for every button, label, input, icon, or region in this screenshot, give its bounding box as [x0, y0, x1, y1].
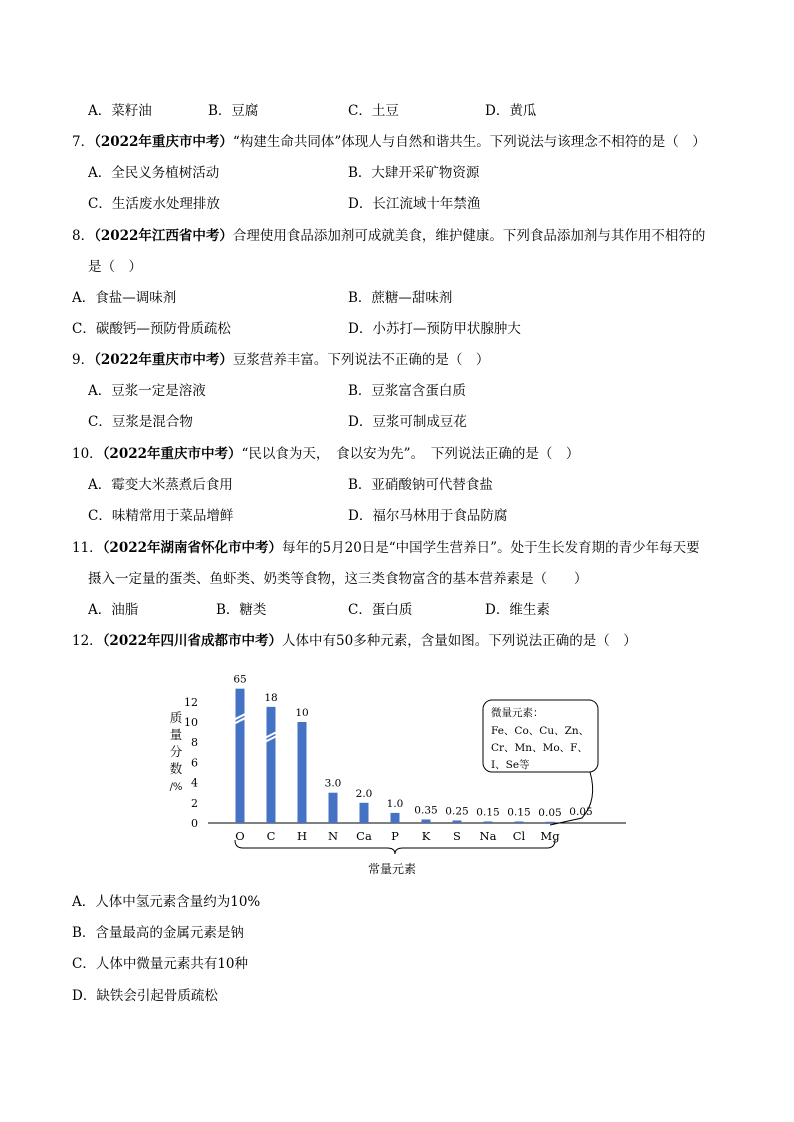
- x-tick-labels: [235, 829, 560, 843]
- q7-source: （2022年重庆市中考）: [94, 134, 233, 150]
- q11-option-c: C．蛋白质: [348, 602, 413, 618]
- bar-S: [453, 820, 462, 823]
- q12-option-b: B．含量最高的金属元素是钠: [72, 925, 244, 941]
- q11-stem-cont: 摄入一定量的蛋类、鱼虾类、奶类等食物，这三类食物富含的基本营养素是（ ）: [88, 571, 588, 587]
- q10-option-d: D．福尔马林用于食品防腐: [348, 508, 508, 524]
- q10-stem: [72, 445, 579, 463]
- value-label: 3.0: [324, 777, 342, 790]
- bar-Mg: [546, 822, 555, 823]
- value-label: 0.15: [476, 806, 500, 819]
- x-tick-Cl: Cl: [512, 829, 526, 843]
- x-tick-K: K: [421, 829, 431, 843]
- q11-option-d: D．维生素: [485, 602, 550, 618]
- y-ticks: [184, 696, 198, 830]
- y-axis-label: [170, 710, 183, 793]
- q8-options-row2: [72, 320, 652, 338]
- q8-option-c: C．碳酸钙—预防骨质疏松: [72, 321, 231, 337]
- y-label-char: /%: [169, 782, 183, 793]
- x-tick-O: O: [235, 829, 245, 843]
- y-tick-label: 4: [191, 776, 198, 790]
- y-tick-label: 10: [184, 716, 198, 729]
- y-tick-label: 8: [191, 736, 198, 750]
- bar-C: [267, 707, 276, 823]
- q7-option-a: A．全民义务植树活动: [88, 165, 220, 181]
- q11-text: 每年的5月20日是“中国学生营养日”。处于生长发育期的青少年每天要: [282, 540, 700, 556]
- q6-option-c: C．土豆: [348, 103, 399, 119]
- q9-options-row2: [88, 413, 648, 431]
- q8-option-d: D．小苏打—预防甲状腺肿大: [348, 321, 521, 337]
- bar-Cl: [515, 821, 524, 823]
- q10-option-a: A．霉变大米蒸煮后食用: [88, 477, 233, 493]
- callout-title: 微量元素：: [491, 707, 544, 719]
- y-label-char: 质: [169, 710, 183, 725]
- q10-options-row1: [88, 476, 648, 494]
- bar-N: [329, 793, 338, 823]
- x-tick-Ca: Ca: [356, 829, 372, 843]
- q7-option-b: B．大肆开采矿物资源: [348, 165, 480, 181]
- y-label-char: 数: [169, 761, 183, 776]
- value-label: 18: [264, 691, 278, 704]
- q12-option-c: C．人体中微量元素共有10种: [72, 956, 249, 972]
- q10-options-row2: [88, 507, 648, 525]
- element-content-bar-chart: [150, 660, 640, 880]
- q8-number: 8．: [72, 228, 95, 244]
- callout-line: Cr、Mn、Mo、F、: [491, 742, 588, 754]
- y-label-char: 分: [169, 744, 183, 759]
- callout-line: I、Se等: [491, 759, 530, 771]
- bar-K: [422, 819, 431, 823]
- q8-stem: [72, 227, 705, 245]
- q9-option-d: D．豆浆可制成豆花: [348, 414, 467, 430]
- q9-stem: [72, 351, 489, 369]
- q7-number: 7．: [72, 134, 95, 150]
- x-tick-N: N: [327, 829, 339, 843]
- q12-number: 12．: [72, 633, 103, 649]
- x-tick-C: C: [266, 829, 276, 843]
- q10-number: 10．: [72, 446, 103, 462]
- q11-number: 11．: [72, 540, 103, 556]
- bar-P: [391, 813, 400, 823]
- q11-option-a: A．油脂: [88, 602, 139, 618]
- brace: [235, 840, 555, 876]
- q6-option-d: D．黄瓜: [485, 103, 537, 119]
- q10-text: “民以食为天， 食以安为先”。 下列说法正确的是（ ）: [241, 446, 580, 462]
- value-label: 10: [295, 707, 309, 719]
- bar-H: [298, 722, 307, 823]
- q7-stem: [72, 133, 706, 151]
- x-tick-Mg: Mg: [540, 829, 560, 843]
- q8-stem-cont: 是（ ）: [88, 259, 142, 275]
- value-label: 1.0: [386, 797, 404, 810]
- q9-number: 9．: [72, 352, 95, 368]
- q6-option-b: B．豆腐: [208, 103, 259, 119]
- q11-option-b: B．糖类: [216, 602, 267, 618]
- q8-options-row1: [72, 289, 652, 307]
- q10-source: （2022年重庆市中考）: [102, 446, 242, 462]
- q9-text: 豆浆营养丰富。下列说法不正确的是（ ）: [232, 352, 490, 368]
- q9-option-a: A．豆浆一定是溶液: [88, 383, 206, 399]
- q8-source: （2022年江西省中考）: [94, 228, 233, 244]
- x-tick-H: H: [296, 829, 308, 843]
- value-label: 0.05: [569, 806, 593, 818]
- y-label-char: 量: [169, 727, 183, 742]
- q11-source: （2022年湖南省怀化市中考）: [102, 540, 283, 556]
- q9-options-row1: [88, 382, 648, 400]
- q12-stem: [72, 632, 637, 650]
- q7-option-c: C．生活废水处理排放: [88, 196, 220, 212]
- q10-option-c: C．味精常用于菜品增鲜: [88, 508, 234, 524]
- value-label: 0.25: [445, 805, 469, 818]
- bar-Ca: [360, 803, 369, 823]
- q8-option-b: B．蔗糖—甜味剂: [348, 290, 453, 306]
- value-label: 0.15: [507, 806, 531, 819]
- x-tick-Na: Na: [479, 829, 497, 843]
- q12-option-d: D．缺铁会引起骨质疏松: [72, 988, 218, 1004]
- callout-line: Fe、Co、Cu、Zn、: [491, 725, 590, 737]
- value-label: 2.0: [355, 787, 373, 800]
- q9-option-c: C．豆浆是混合物: [88, 414, 193, 430]
- q9-option-b: B．豆浆富含蛋白质: [348, 383, 466, 399]
- y-tick-label: 6: [191, 756, 198, 770]
- x-tick-S: S: [453, 829, 461, 843]
- value-label: 0.35: [414, 804, 438, 817]
- q9-source: （2022年重庆市中考）: [94, 352, 233, 368]
- y-tick-label: 0: [191, 817, 198, 830]
- q7-option-d: D．长江流域十年禁渔: [348, 196, 481, 212]
- x-tick-P: P: [391, 829, 399, 843]
- q7-options-row1: [88, 164, 648, 182]
- q10-option-b: B．亚硝酸钠可代替食盐: [348, 477, 493, 493]
- value-label: 65: [233, 673, 247, 686]
- q7-text: “构建生命共同体”体现人与自然和谐共生。下列说法与该理念不相符的是（ ）: [232, 134, 706, 150]
- q11-stem: [72, 539, 700, 557]
- q6-options: [88, 102, 648, 120]
- q11-options: [88, 601, 648, 619]
- y-tick-label: 2: [191, 796, 198, 810]
- q8-text: 合理使用食品添加剂可成就美食，维护健康。下列食品添加剂与其作用不相符的: [232, 228, 706, 244]
- y-tick-label: 12: [184, 695, 198, 709]
- bar-Na: [484, 821, 493, 823]
- brace-label: 常量元素: [367, 862, 417, 876]
- q8-option-a: A．食盐—调味剂: [72, 290, 177, 306]
- value-label: 0.05: [538, 806, 562, 819]
- q7-options-row2: [88, 195, 648, 213]
- q6-option-a: A．菜籽油: [88, 103, 152, 119]
- q12-option-a: A．人体中氢元素含量约为10%: [72, 894, 261, 910]
- q12-text: 人体中有50多种元素，含量如图。下列说法正确的是（ ）: [282, 633, 637, 649]
- bar-O: [236, 689, 245, 823]
- q12-source: （2022年四川省成都市中考）: [102, 633, 283, 649]
